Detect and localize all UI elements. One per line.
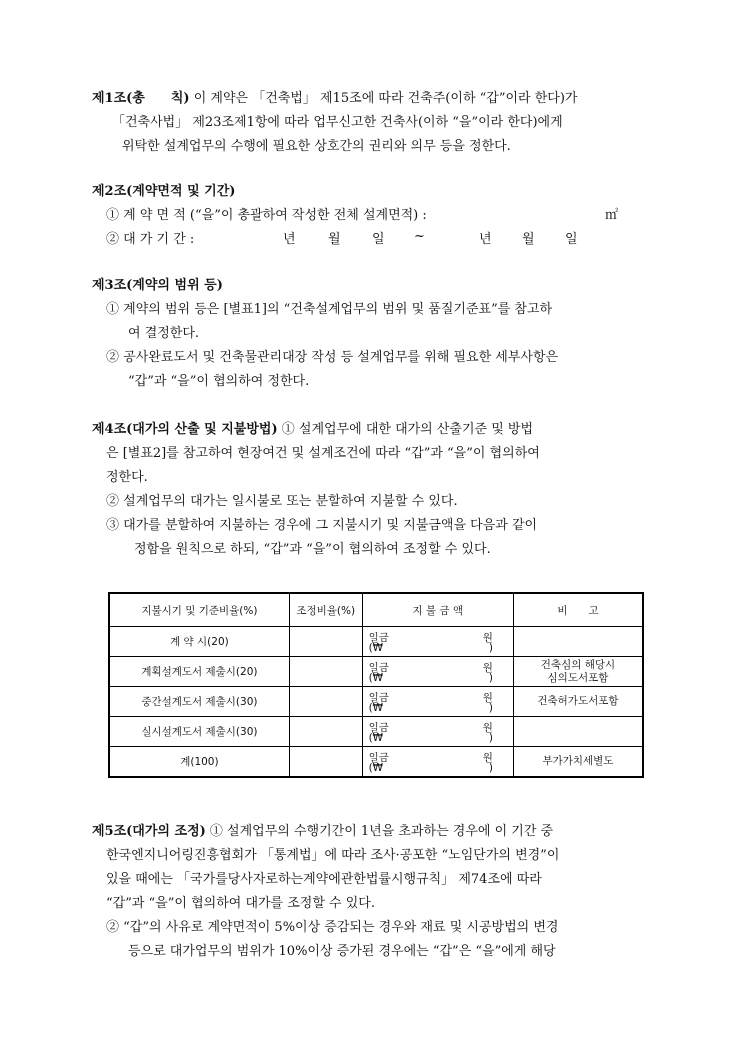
cell-amount	[362, 657, 513, 687]
note-line-2: 심의도서포함	[547, 671, 609, 684]
article-4-line-1	[92, 421, 533, 439]
amount-won-open: (₩	[368, 732, 384, 744]
amount-label: 일금	[368, 752, 389, 764]
table-row	[109, 747, 643, 778]
amount-unit: 원	[482, 692, 493, 704]
article-1-title: 제1조(총 칙)	[92, 91, 190, 106]
table-row	[109, 717, 643, 747]
note-line-1: 건축허가도서포함	[537, 695, 619, 707]
table-row	[109, 687, 643, 717]
article-3-title: 제3조(계약의 범위 등)	[92, 278, 223, 293]
amount-won-close: )	[488, 702, 493, 714]
article-2-item-1-num: ①	[106, 208, 120, 223]
end-month: 월	[522, 232, 535, 247]
article-1-text-1: 이 계약은 「건축법」 제15조에 따라 건축주(이하 “갑”이라 한다)가	[193, 91, 578, 106]
amount-label: 일금	[368, 632, 389, 644]
article-4-item-2-text: 설계업무의 대가는 일시불로 또는 분할하여 지불할 수 있다.	[123, 494, 458, 509]
header-note: 비 고	[513, 593, 643, 627]
table-row	[109, 627, 643, 657]
cell-amount	[362, 717, 513, 747]
cell-amount	[362, 747, 513, 778]
amount-unit: 원	[482, 752, 493, 764]
amount-unit: 원	[482, 662, 493, 674]
article-1-line-1	[92, 90, 577, 108]
amount-won-close: )	[488, 672, 493, 684]
header-amount: 지 불 금 액	[362, 593, 513, 627]
start-year: 년	[283, 232, 296, 247]
article-3-item-1-num: ①	[106, 302, 120, 317]
article-3-item-2-line-1	[106, 349, 558, 367]
article-4-item-3-num: ③	[106, 518, 120, 533]
cell-period: 중간설계도서 제출시(30)	[109, 687, 289, 717]
article-5-item-2-text: “갑”의 사유로 계약면적이 5%이상 증감되는 경우와 재료 및 시공방법의 변경	[123, 920, 559, 935]
amount-won-close: )	[488, 762, 493, 774]
article-5-line-1	[92, 823, 553, 841]
header-adjust: 조정비율(%)	[289, 593, 362, 627]
amount-label: 일금	[368, 692, 389, 704]
start-day: 일	[372, 232, 385, 247]
cell-adjust	[289, 657, 362, 687]
article-1-line-3: 위탁한 설계업무의 수행에 필요한 상호간의 권리와 의무 등을 정한다.	[122, 139, 511, 154]
article-4-item-2-num: ②	[106, 494, 120, 509]
cell-period: 실시설계도서 제출시(30)	[109, 717, 289, 747]
article-4-item-3-line-1	[106, 517, 537, 535]
cell-note	[513, 657, 643, 687]
article-2-item-2-label: 대 가 기 간 :	[123, 232, 195, 247]
area-unit: ㎡	[605, 208, 619, 223]
amount-unit: 원	[482, 722, 493, 734]
article-4-item-2	[106, 493, 458, 511]
article-3-item-1-line-1	[106, 301, 552, 319]
article-2-item-1-label: 계 약 면 적 (“을”이 총괄하여 작성한 전체 설계면적) :	[123, 208, 427, 223]
period-tilde: ~	[414, 229, 425, 244]
cell-note	[513, 627, 643, 657]
article-4-text-1: ① 설계업무에 대한 대가의 산출기준 및 방법	[281, 422, 534, 437]
article-4-item-3-text: 대가를 분할하여 지불하는 경우에 그 지불시기 및 지불금액을 다음과 같이	[123, 518, 538, 533]
article-2-title: 제2조(계약면적 및 기간)	[92, 184, 236, 199]
cell-adjust	[289, 687, 362, 717]
article-2-item-2	[106, 231, 194, 249]
article-3-item-1-line-2: 여 결정한다.	[128, 326, 200, 341]
article-5-item-2-line-1	[106, 919, 558, 937]
article-4-title: 제4조(대가의 산출 및 지불방법)	[92, 422, 278, 437]
table-header-row	[109, 593, 643, 627]
payment-schedule-table	[108, 592, 644, 778]
article-5-line-2: 한국엔지니어링진흥협회가 「통계법」에 따라 조사·공포한 “노임단가의 변경”이	[106, 848, 560, 863]
article-5-title: 제5조(대가의 조정)	[92, 824, 206, 839]
amount-won-close: )	[488, 642, 493, 654]
amount-won-open: (₩	[368, 702, 384, 714]
cell-note	[513, 687, 643, 717]
cell-period: 계(100)	[109, 747, 289, 778]
end-year: 년	[479, 232, 492, 247]
article-3-item-1-text: 계약의 범위 등은 [별표1]의 “건축설계업무의 범위 및 품질기준표”를 참고하	[123, 302, 553, 317]
cell-adjust	[289, 627, 362, 657]
amount-label: 일금	[368, 662, 389, 674]
amount-won-close: )	[488, 732, 493, 744]
article-5-line-4: “갑”과 “을”이 협의하여 대가를 조정할 수 있다.	[106, 896, 375, 911]
article-5-item-2-num: ②	[106, 920, 120, 935]
article-4-line-2: 은 [별표2]를 참고하여 현장여건 및 설계조건에 따라 “갑”과 “을”이 협의하여	[106, 446, 540, 461]
note-line-1: 건축심의 해당시	[540, 658, 616, 671]
cell-period: 계획설계도서 제출시(20)	[109, 657, 289, 687]
amount-won-open: (₩	[368, 672, 384, 684]
cell-adjust	[289, 717, 362, 747]
article-5-item-2-line-2: 등으로 대가업무의 범위가 10%이상 증가된 경우에는 “갑”은 “을”에게 해당	[128, 944, 556, 959]
note-line-1: 부가가치세별도	[542, 755, 614, 767]
article-3-item-2-line-2: “갑”과 “을”이 협의하여 정한다.	[128, 374, 310, 389]
cell-amount	[362, 627, 513, 657]
cell-note	[513, 747, 643, 778]
article-3-item-2-text: 공사완료도서 및 건축물관리대장 작성 등 설계업무를 위해 필요한 세부사항은	[123, 350, 559, 365]
article-4-line-3: 정한다.	[106, 470, 148, 485]
amount-unit: 원	[482, 632, 493, 644]
cell-amount	[362, 687, 513, 717]
article-2-item-1	[106, 207, 427, 225]
article-2-item-2-num: ②	[106, 232, 120, 247]
article-5-line-3: 있을 때에는 「국가를당사자로하는계약에관한법률시행규칙」 제74조에 따라	[106, 872, 542, 887]
header-period: 지불시기 및 기준비율(%)	[109, 593, 289, 627]
end-day: 일	[565, 232, 578, 247]
article-1-line-2: 「건축사법」 제23조제1항에 따라 업무신고한 건축사(이하 “을”이라 한다)에게	[112, 115, 563, 130]
cell-period: 계 약 시(20)	[109, 627, 289, 657]
article-4-item-3-line-2: 정함을 원칙으로 하되, “갑”과 “을”이 협의하여 조정할 수 있다.	[134, 542, 491, 557]
cell-adjust	[289, 747, 362, 778]
start-month: 월	[328, 232, 341, 247]
article-5-text-1: ① 설계업무의 수행기간이 1년을 초과하는 경우에 이 기간 중	[209, 824, 554, 839]
amount-won-open: (₩	[368, 762, 384, 774]
amount-label: 일금	[368, 722, 389, 734]
cell-note	[513, 717, 643, 747]
table-row	[109, 657, 643, 687]
amount-won-open: (₩	[368, 642, 384, 654]
article-3-item-2-num: ②	[106, 350, 120, 365]
